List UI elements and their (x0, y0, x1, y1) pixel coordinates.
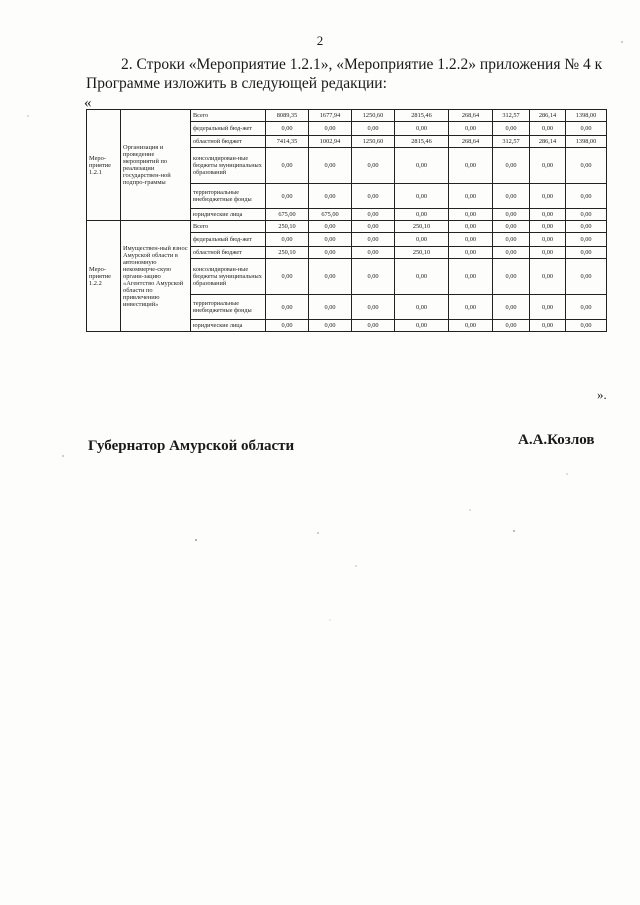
amount-cell: 0,00 (266, 295, 309, 320)
amount-cell: 0,00 (493, 209, 530, 221)
page-number: 2 (316, 33, 324, 48)
amount-cell: 0,00 (266, 259, 309, 295)
amount-cell: 0,00 (309, 259, 352, 295)
amount-cell: 0,00 (309, 295, 352, 320)
amount-cell: 0,00 (352, 295, 395, 320)
amount-cell: 7414,35 (266, 136, 309, 148)
amount-cell: 0,00 (449, 233, 493, 247)
amount-cell: 250,10 (395, 247, 449, 259)
signatory-name: А.А.Козлов (518, 432, 595, 448)
amount-cell: 0,00 (266, 122, 309, 136)
amount-cell: 268,64 (449, 110, 493, 122)
intro-line-1: 2. Строки «Мероприятие 1.2.1», «Мероприятие 1.2.2» приложения № 4 к (121, 56, 603, 73)
funding-source-extrabudgetary-funds: территориальные внебюджетные фонды (191, 295, 266, 320)
amount-cell: 0,00 (530, 122, 566, 136)
amount-cell: 250,10 (266, 247, 309, 259)
amount-cell: 0,00 (449, 209, 493, 221)
measure-cell: Меро-приятие 1.2.1 (87, 110, 121, 221)
amount-cell: 0,00 (530, 148, 566, 184)
amount-cell: 0,00 (449, 221, 493, 233)
amount-cell: 0,00 (309, 221, 352, 233)
amount-cell: 0,00 (530, 233, 566, 247)
amount-cell: 0,00 (566, 295, 607, 320)
amount-cell: 0,00 (566, 247, 607, 259)
amount-cell: 0,00 (309, 247, 352, 259)
amount-cell: 250,10 (395, 221, 449, 233)
amount-cell: 0,00 (566, 233, 607, 247)
amount-cell: 0,00 (530, 184, 566, 209)
amount-cell: 0,00 (493, 184, 530, 209)
funding-source-federal-budget: федеральный бюд-жет (191, 122, 266, 136)
amount-cell: 312,57 (493, 110, 530, 122)
amount-cell: 250,10 (266, 221, 309, 233)
amount-cell: 286,14 (530, 136, 566, 148)
amount-cell: 0,00 (352, 209, 395, 221)
amount-cell: 675,00 (266, 209, 309, 221)
amount-cell: 0,00 (493, 295, 530, 320)
funding-source-total: Всего (191, 221, 266, 233)
amount-cell: 0,00 (352, 233, 395, 247)
amount-cell: 0,00 (530, 259, 566, 295)
amount-cell: 0,00 (566, 122, 607, 136)
funding-source-legal-entities: юридические лица (191, 209, 266, 221)
amount-cell: 0,00 (395, 320, 449, 332)
amount-cell: 0,00 (352, 122, 395, 136)
amount-cell: 0,00 (493, 233, 530, 247)
amount-cell: 0,00 (395, 209, 449, 221)
amount-cell: 0,00 (309, 148, 352, 184)
measure-cell: Меро-приятие 1.2.2 (87, 221, 121, 332)
funding-source-municipal-budgets: консолидирован-ные бюджеты муниципальных образований (191, 259, 266, 295)
amount-cell: 0,00 (352, 320, 395, 332)
amount-cell: 0,00 (493, 320, 530, 332)
funding-source-total: Всего (191, 110, 266, 122)
amount-cell: 0,00 (395, 295, 449, 320)
amount-cell: 0,00 (309, 320, 352, 332)
amount-cell: 0,00 (449, 122, 493, 136)
amount-cell: 0,00 (309, 233, 352, 247)
amount-cell: 0,00 (449, 259, 493, 295)
amount-cell: 0,00 (352, 259, 395, 295)
amount-cell: 0,00 (309, 122, 352, 136)
amount-cell: 0,00 (493, 259, 530, 295)
amount-cell: 1398,00 (566, 110, 607, 122)
funding-source-federal-budget: федеральный бюд-жет (191, 233, 266, 247)
amount-cell: 0,00 (395, 148, 449, 184)
opening-quote-mark: « (84, 95, 92, 111)
amount-cell: 0,00 (352, 221, 395, 233)
amount-cell: 0,00 (352, 148, 395, 184)
amount-cell: 0,00 (449, 247, 493, 259)
amount-cell: 0,00 (493, 221, 530, 233)
amount-cell: 0,00 (352, 247, 395, 259)
amount-cell: 675,00 (309, 209, 352, 221)
funding-source-extrabudgetary-funds: территориальные внебюджетные фонды (191, 184, 266, 209)
closing-quote-mark: ». (597, 387, 607, 402)
amount-cell: 0,00 (493, 148, 530, 184)
amount-cell: 1250,60 (352, 136, 395, 148)
funding-source-regional-budget: областной бюджет (191, 247, 266, 259)
amount-cell: 0,00 (266, 184, 309, 209)
measure-description-cell: Имуществен-ный взнос Амурской области в автономную некоммерче-скую органи-зацию «Агентство Амурской области по привлечению инвестиций» (121, 221, 191, 332)
amount-cell: 0,00 (309, 184, 352, 209)
amount-cell: 0,00 (449, 295, 493, 320)
amount-cell: 0,00 (449, 148, 493, 184)
amount-cell: 2815,46 (395, 136, 449, 148)
amount-cell: 0,00 (493, 122, 530, 136)
amount-cell: 1002,94 (309, 136, 352, 148)
amount-cell: 2815,46 (395, 110, 449, 122)
funding-source-regional-budget: областной бюджет (191, 136, 266, 148)
table-row (87, 110, 607, 122)
amount-cell: 0,00 (266, 233, 309, 247)
signatory-title: Губернатор Амурской области (88, 438, 295, 454)
amount-cell: 268,64 (449, 136, 493, 148)
amount-cell: 0,00 (530, 295, 566, 320)
amount-cell: 286,14 (530, 110, 566, 122)
amount-cell: 0,00 (395, 259, 449, 295)
amount-cell: 0,00 (530, 247, 566, 259)
amount-cell: 0,00 (395, 233, 449, 247)
amount-cell: 0,00 (493, 247, 530, 259)
amount-cell: 0,00 (530, 209, 566, 221)
funding-source-legal-entities: юридические лица (191, 320, 266, 332)
funding-source-municipal-budgets: консолидирован-ные бюджеты муниципальных образований (191, 148, 266, 184)
measure-description-cell: Организация и проведение мероприятий по реализации государствен-ной подпро-граммы (121, 110, 191, 221)
amount-cell: 312,57 (493, 136, 530, 148)
amount-cell: 0,00 (566, 221, 607, 233)
amount-cell: 0,00 (566, 209, 607, 221)
amount-cell: 0,00 (395, 122, 449, 136)
amount-cell: 0,00 (352, 184, 395, 209)
amount-cell: 0,00 (566, 320, 607, 332)
amount-cell: 0,00 (530, 320, 566, 332)
budget-table (86, 109, 607, 332)
amount-cell: 0,00 (395, 184, 449, 209)
amount-cell: 0,00 (530, 221, 566, 233)
amount-cell: 0,00 (266, 320, 309, 332)
amount-cell: 0,00 (449, 320, 493, 332)
amount-cell: 0,00 (566, 184, 607, 209)
amount-cell: 0,00 (266, 148, 309, 184)
table-row (87, 221, 607, 233)
amount-cell: 1398,00 (566, 136, 607, 148)
budget-table-body (87, 110, 607, 332)
amount-cell: 1677,94 (309, 110, 352, 122)
amount-cell: 8089,35 (266, 110, 309, 122)
intro-paragraph (86, 55, 621, 93)
intro-line-2: Программе изложить в следующей редакции: (86, 75, 387, 92)
amount-cell: 0,00 (566, 148, 607, 184)
amount-cell: 0,00 (566, 259, 607, 295)
amount-cell: 0,00 (449, 184, 493, 209)
amount-cell: 1250,60 (352, 110, 395, 122)
